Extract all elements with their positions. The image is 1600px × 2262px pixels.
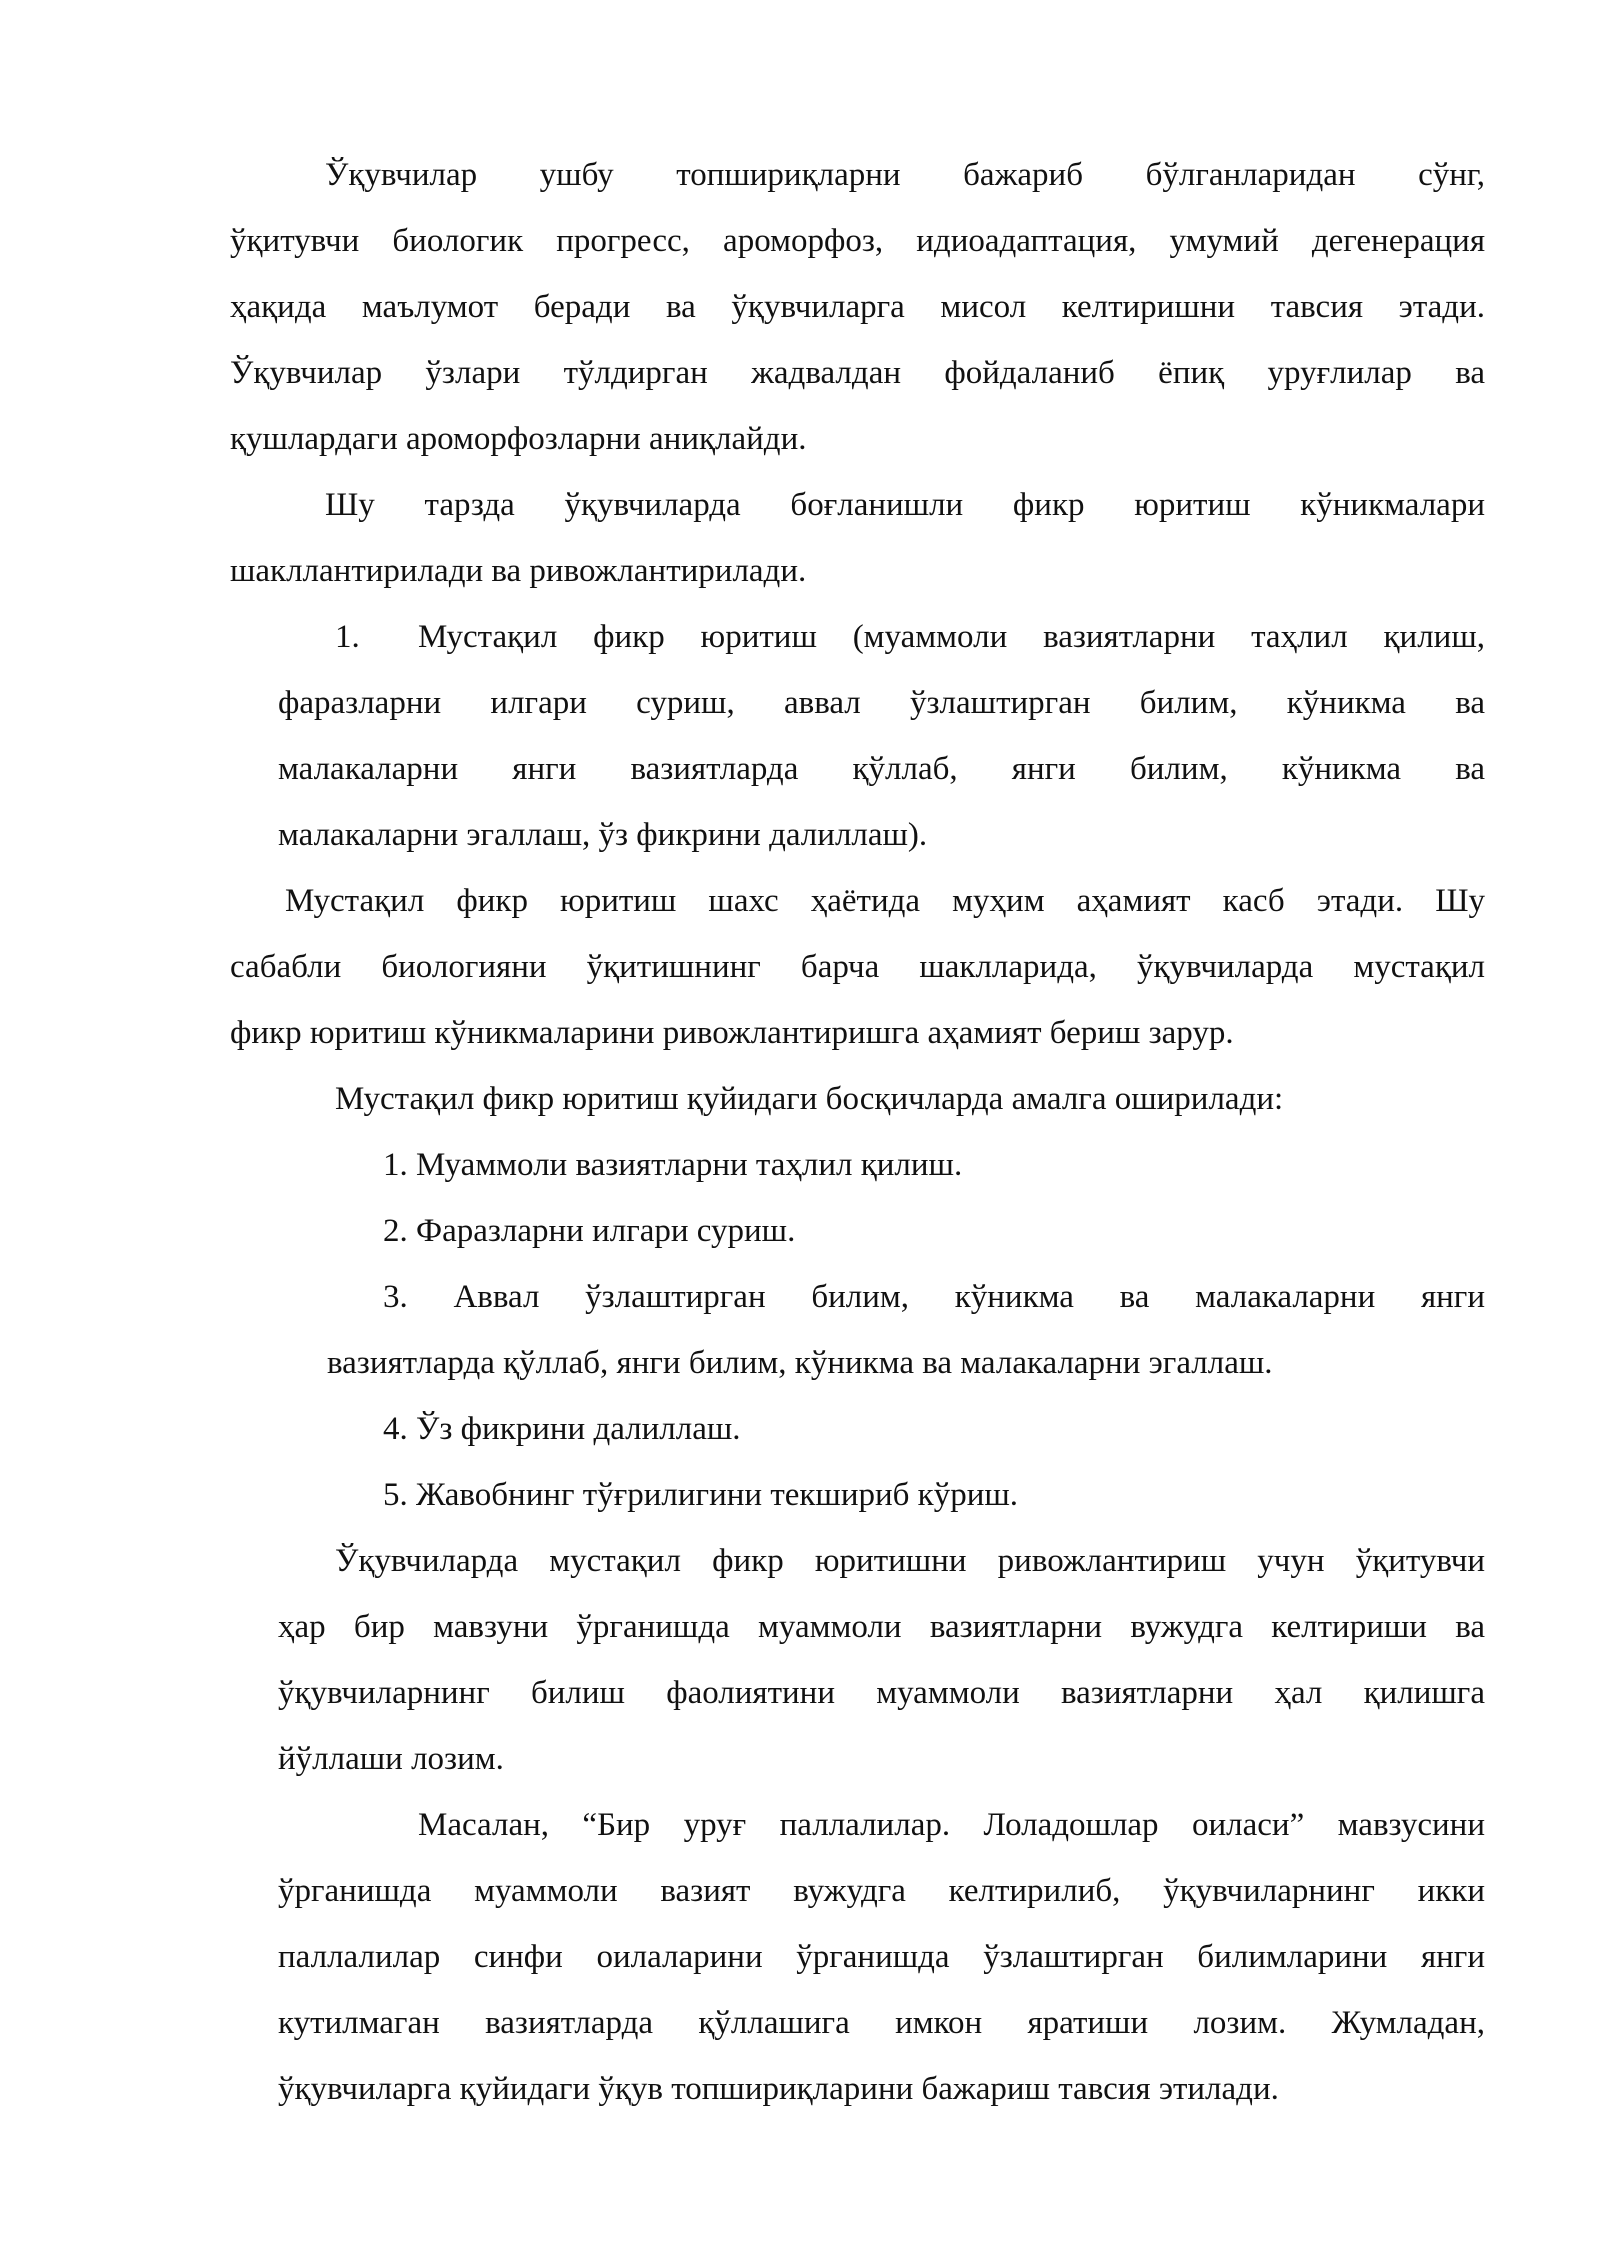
paragraph-line: Мустақил фикр юритиш шахс ҳаётида муҳим аҳамият касб этади. Шу xyxy=(285,883,1485,919)
step-item-continuation: вазиятларда қўллаб, янги билим, кўникма ва малакаларни эгаллаш. xyxy=(327,1345,1273,1381)
paragraph-line: шакллантирилади ва ривожлантирилади. xyxy=(230,553,807,589)
step-item: 5. Жавобнинг тўғрилигини текшириб кўриш. xyxy=(383,1477,1019,1513)
paragraph-line: Масалан, “Бир уруғ паллалилар. Лоладошлар оиласи” мавзусини xyxy=(418,1807,1485,1843)
list-item-line: фаразларни илгари суриш, аввал ўзлаштирган билим, кўникма ва xyxy=(278,685,1485,721)
list-item-line: Мустақил фикр юритиш (муаммоли вазиятларни таҳлил қилиш, xyxy=(418,619,1485,655)
paragraph-line: сабабли биологияни ўқитишнинг барча шаклларида, ўқувчиларда мустақил xyxy=(230,949,1485,985)
paragraph-line: ўқитувчи биологик прогресс, ароморфоз, идиоадаптация, умумий дегенерация xyxy=(230,223,1485,259)
paragraph-line: ўқувчиларга қуйидаги ўқув топшириқларини бажариш тавсия этилади. xyxy=(278,2071,1279,2107)
paragraph-line: ҳар бир мавзуни ўрганишда муаммоли вазиятларни вужудга келтириши ва xyxy=(278,1609,1485,1645)
step-item: 3. Аввал ўзлаштирган билим, кўникма ва малакаларни янги xyxy=(383,1279,1485,1315)
paragraph-line: паллалилар синфи оилаларини ўрганишда ўзлаштирган билимларини янги xyxy=(278,1939,1485,1975)
paragraph-line: фикр юритиш кўникмаларини ривожлантиришга аҳамият бериш зарур. xyxy=(230,1015,1234,1051)
paragraph-line: ўрганишда муаммоли вазият вужудга келтирилиб, ўқувчиларнинг икки xyxy=(278,1873,1485,1909)
paragraph-line: Ўқувчилар ушбу топшириқларни бажариб бўлганларидан сўнг, xyxy=(325,157,1485,193)
paragraph-line: кутилмаган вазиятларда қўллашига имкон яратиши лозим. Жумладан, xyxy=(278,2005,1485,2041)
list-item-number: 1. xyxy=(335,619,360,655)
step-item: 4. Ўз фикрини далиллаш. xyxy=(383,1411,741,1447)
paragraph-line: Ўқувчиларда мустақил фикр юритишни ривожлантириш учун ўқитувчи xyxy=(335,1543,1485,1579)
list-item-line: малакаларни эгаллаш, ўз фикрини далиллаш). xyxy=(278,817,928,853)
paragraph-line: Шу тарзда ўқувчиларда боғланишли фикр юритиш кўникмалари xyxy=(325,487,1485,523)
paragraph-line: йўллаши лозим. xyxy=(278,1741,504,1777)
paragraph-line: Мустақил фикр юритиш қуйидаги босқичларда амалга оширилади: xyxy=(335,1081,1284,1117)
paragraph-line: Ўқувчилар ўзлари тўлдирган жадвалдан фойдаланиб ёпиқ уруғлилар ва xyxy=(230,355,1485,391)
step-item: 2. Фаразларни илгари суриш. xyxy=(383,1213,796,1249)
paragraph-line: ҳақида маълумот беради ва ўқувчиларга мисол келтиришни тавсия этади. xyxy=(230,289,1485,325)
list-item-line: малакаларни янги вазиятларда қўллаб, янги билим, кўникма ва xyxy=(278,751,1485,787)
paragraph-line: қушлардаги ароморфозларни аниқлайди. xyxy=(230,421,807,457)
paragraph-line: ўқувчиларнинг билиш фаолиятини муаммоли вазиятларни ҳал қилишга xyxy=(278,1675,1485,1711)
step-item: 1. Муаммоли вазиятларни таҳлил қилиш. xyxy=(383,1147,963,1183)
